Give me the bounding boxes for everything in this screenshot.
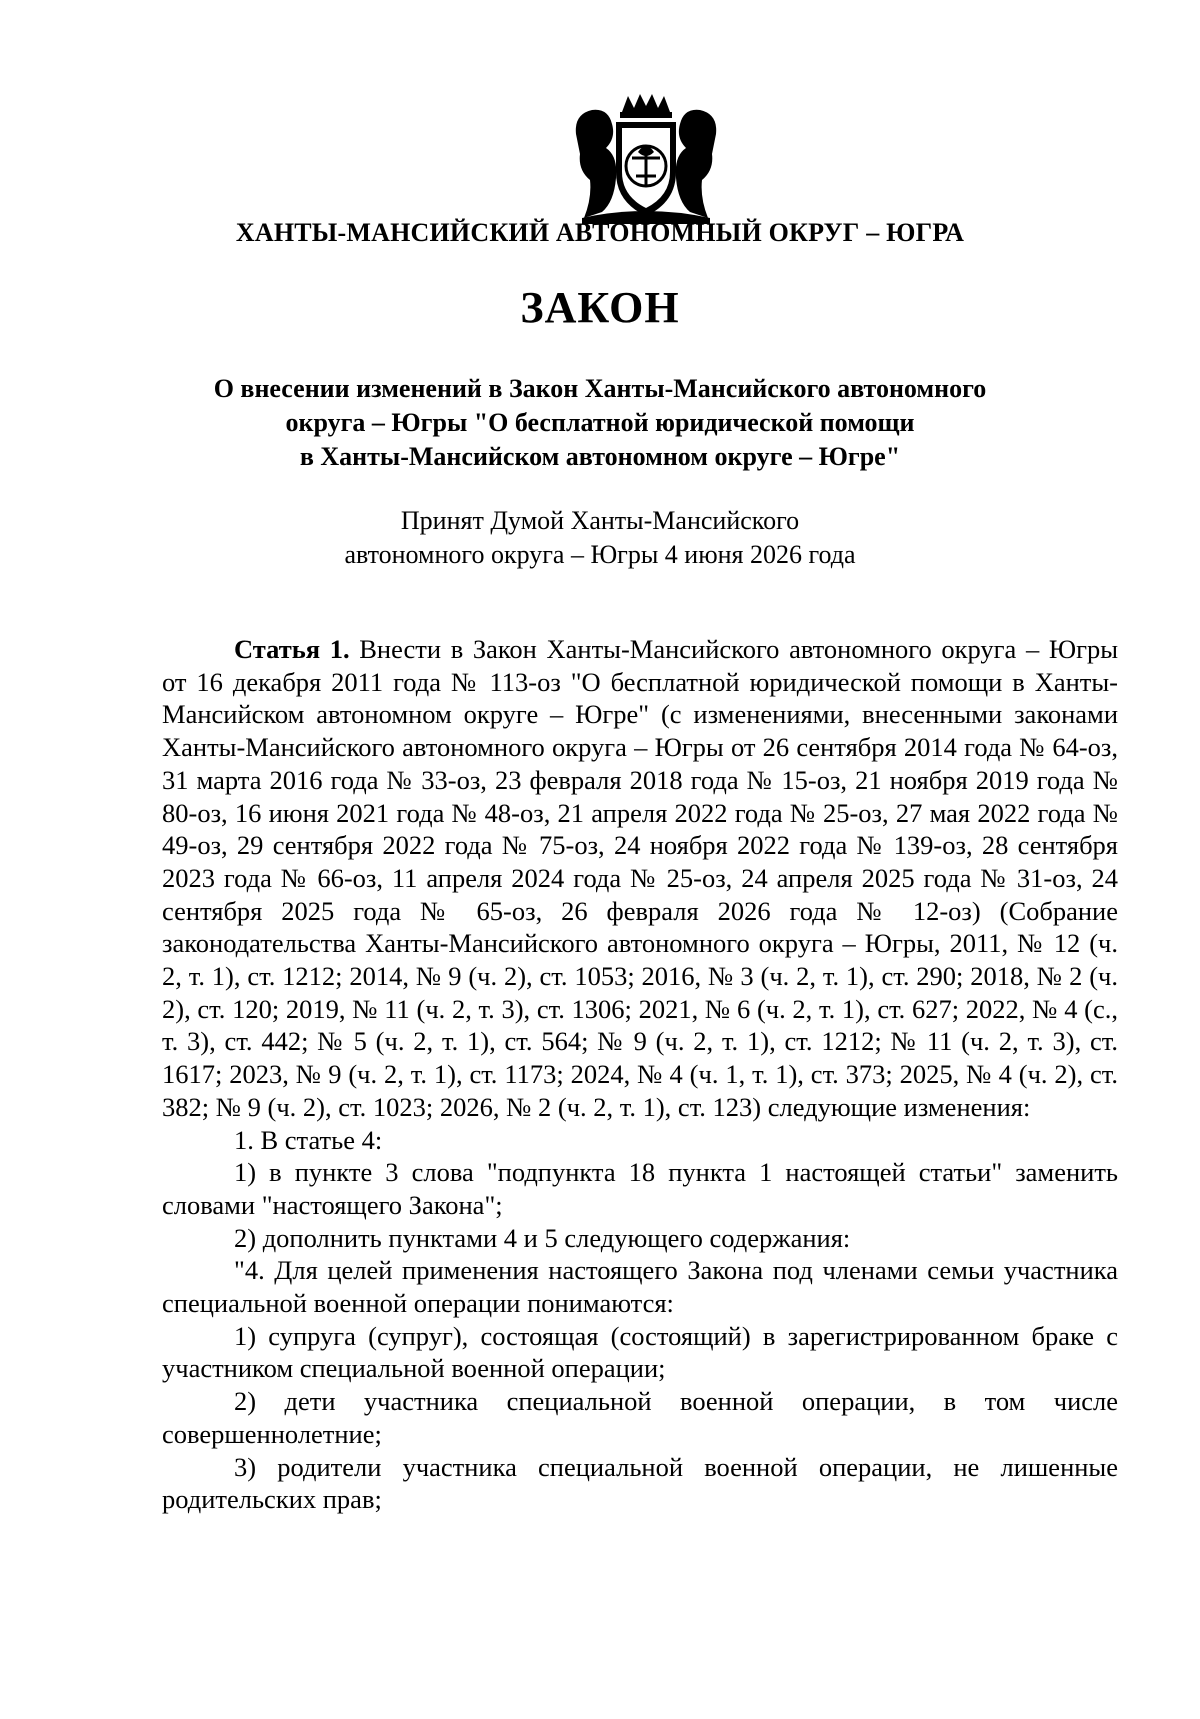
article-text: Внести в Закон Ханты-Мансийского автономного округа – Югры от 16 декабря 2011 года № 113-оз "О бесплатной юридической помощи в Ханты-Мансийском автономном округе – Югре" (с изменениями, внесенными законами Ханты-Мансийского автономного округа – Югры от 26 сентября 2014 года № 64-оз, 31 марта 2016 года № 33-оз, 23 февраля 2018 года № 15-оз, 21 ноября 2019 года № 80-оз, 16 июня 2021 года № 48-оз, 21 апреля 2022 года № 25-оз, 27 мая 2022 года № 49-оз, 29 сентября 2022 года № 75-оз, 24 ноября 2022 года № 139-оз, 28 сентября 2023 года № 66-оз, 11 апреля 2024 года № 25-оз, 24 апреля 2025 года № 31-оз, 24 сентября 2025 года № 65-оз, 26 февраля 2026 года № 12-оз) (Собрание законодательства Ханты-Мансийского автономного округа – Югры, 2011, № 12 (ч. 2, т. 1), ст. 1212; 2014, № 9 (ч. 2), ст. 1053; 2016, № 3 (ч. 2, т. 1), ст. 290; 2018, № 2 (ч. 2), ст. 120; 2019, № 11 (ч. 2, т. 3), ст. 1306; 2021, № 6 (ч. 2, т. 1), ст. 627; 2022, № 4 (с., т. 3), ст. 442; № 5 (ч. 2, т. 1), ст. 564; № 9 (ч. 2, т. 1), ст. 1212; № 11 (ч. 2, т. 3), ст. 1617; 2023, № 9 (ч. 2, т. 1), ст. 1173; 2024, № 4 (ч. 1, т. 1), ст. 373; 2025, № 4 (ч. 2), ст. 382; № 9 (ч. 2), ст. 1023; 2026, № 2 (ч. 2, т. 1), ст. 123) следующие изменения: (162, 634, 1119, 1122)
body-paragraph: 1) супруга (супруг), состоящая (состоящий) в зарегистрированном браке с участником специальной военной операции; (162, 1320, 1118, 1384)
law-title-line: в Ханты-Мансийском автономном округе – Югре" (299, 442, 901, 471)
adoption-note-line: автономного округа – Югры 4 июня 2026 года (344, 540, 856, 569)
body-paragraph: "4. Для целей применения настоящего Закона под членами семьи участника специальной военной операции понимаются: (162, 1255, 1118, 1319)
body-paragraph: 2) дети участника специальной военной операции, в том числе совершеннолетние; (162, 1386, 1118, 1449)
coat-of-arms-emblem (572, 94, 720, 224)
body-paragraph: 1) в пункте 3 слова "подпункта 18 пункта 1 настоящей статьи" заменить словами "настоящего Закона"; (162, 1157, 1118, 1220)
body-paragraph: 1. В статье 4: (234, 1124, 383, 1155)
article-1-paragraph (162, 633, 1118, 1124)
region-name: ХАНТЫ-МАНСИЙСКИЙ АВТОНОМНЫЙ ОКРУГ – ЮГРА (235, 218, 965, 247)
article-label: Статья 1. (234, 634, 350, 664)
adoption-note (0, 504, 1200, 572)
law-title-line: округа – Югры "О бесплатной юридической помощи (285, 408, 915, 437)
document-type-title: ЗАКОН (520, 283, 680, 332)
law-title-line: О внесении изменений в Закон Ханты-Мансийского автономного (213, 374, 987, 403)
body-paragraph: 2) дополнить пунктами 4 и 5 следующего содержания: (234, 1222, 851, 1253)
body-paragraph: 3) родители участника специальной военной операции, не лишенные родительских прав; (162, 1451, 1118, 1515)
document-body (162, 633, 1118, 1516)
law-title (150, 372, 1050, 474)
adoption-note-line: Принят Думой Ханты-Мансийского (400, 506, 800, 535)
